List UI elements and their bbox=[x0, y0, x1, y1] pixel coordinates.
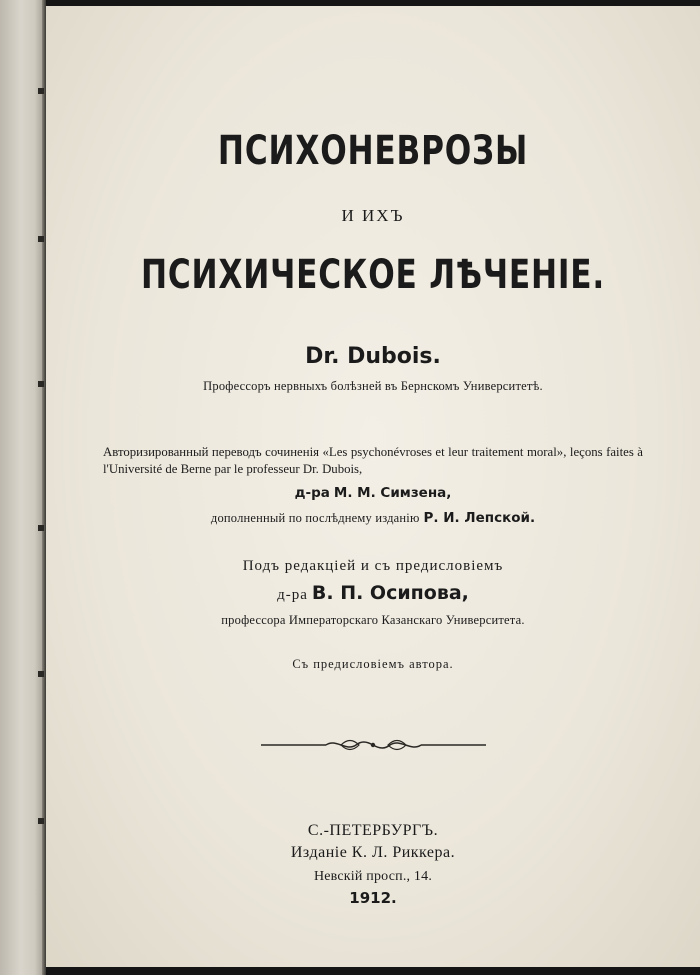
binding-mark bbox=[38, 381, 44, 387]
main-title: ПСИХОНЕВРОЗЫ bbox=[217, 128, 529, 174]
preface-note: Съ предисловіемъ автора. bbox=[292, 657, 454, 671]
translator-name: М. М. Симзена, bbox=[333, 485, 452, 501]
publication-year: 1912. bbox=[349, 889, 397, 907]
binding-mark bbox=[38, 818, 44, 824]
title-page bbox=[46, 6, 700, 967]
publisher-edition: Изданіе К. Л. Риккера. bbox=[290, 844, 456, 861]
translation-note: Авторизированный переводъ сочиненія «Les psychonévroses et leur traitement moral», leçons faites à l'Université de Berne par le professeur Dr. Dubois, bbox=[103, 445, 643, 476]
editor-name: В. П. Осипова, bbox=[311, 582, 469, 604]
publisher-city: С.-ПЕТЕРБУРГЪ. bbox=[307, 822, 439, 839]
binding-mark bbox=[38, 671, 44, 677]
editor-line bbox=[46, 582, 700, 604]
supplement-name: Р. И. Лепской. bbox=[423, 510, 536, 526]
translator-prefix: д-ра bbox=[294, 485, 330, 501]
binding-mark bbox=[38, 88, 44, 94]
editor-position: профессора Императорскаго Казанскаго Университета. bbox=[221, 613, 525, 627]
ornament-divider bbox=[261, 736, 486, 754]
author-name: Dr. Dubois. bbox=[305, 344, 441, 369]
binding-mark bbox=[38, 236, 44, 242]
book-spine bbox=[0, 0, 46, 975]
supplement-text: дополненный по послѣднему изданію bbox=[210, 511, 420, 525]
binding-mark bbox=[38, 525, 44, 531]
subtitle: ПСИХИЧЕСКОЕ ЛѢЧЕНІЕ. bbox=[140, 252, 606, 298]
publisher-address: Невскій просп., 14. bbox=[313, 869, 433, 884]
title-conjunction: И ИХЪ bbox=[341, 206, 405, 225]
editor-prefix: д-ра bbox=[277, 587, 308, 603]
editor-intro: Подъ редакціей и съ предисловіемъ bbox=[242, 558, 504, 574]
supplement-line bbox=[46, 509, 700, 527]
author-position: Профессоръ нервныхъ болѣзней въ Бернскомъ Университетѣ. bbox=[203, 379, 543, 393]
translator-line bbox=[46, 484, 700, 502]
